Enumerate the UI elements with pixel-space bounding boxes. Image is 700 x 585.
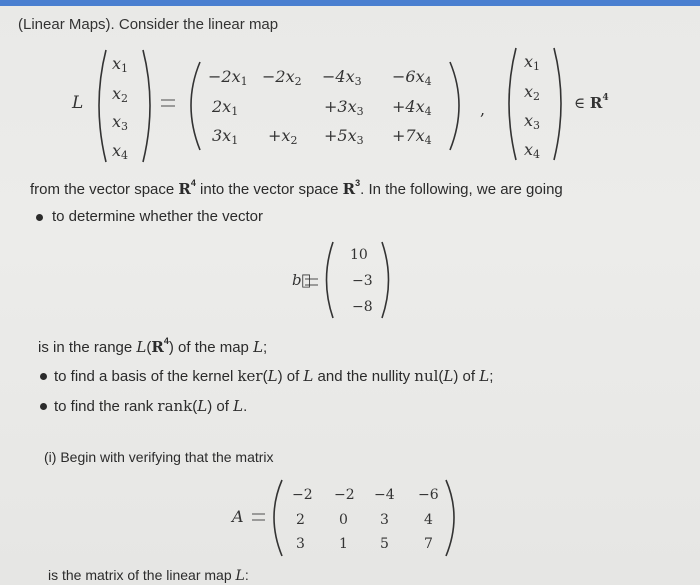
A-r2c2: 0: [339, 512, 348, 528]
input-x4: $x_4$: [112, 141, 129, 162]
out-r3c1: $3x_1$: [212, 126, 239, 147]
out-r3c2: $+x_2$: [268, 126, 298, 147]
A-r3c4: 7: [424, 536, 433, 552]
closing-text: is the matrix of the linear map L:: [48, 567, 249, 584]
bullet-3: to find the rank rank(L) of L.: [54, 397, 248, 415]
part-i-text: (i) Begin with verifying that the matrix: [44, 449, 274, 465]
out-r2c1: $2x_1$: [212, 97, 239, 118]
range-text: is in the range $L(R^4)$ of the map L;: [38, 336, 268, 356]
paren-left-domain: [509, 48, 516, 160]
A-r1c2: −2: [334, 487, 355, 503]
domain-x3: $x_3$: [524, 111, 541, 132]
intro-text: (Linear Maps). Consider the linear map: [18, 16, 279, 33]
bullet-dot: [40, 403, 47, 410]
A-r1c1: −2: [292, 487, 313, 503]
bullet-dot: [40, 373, 47, 380]
membership: ∈ $R^4$: [574, 93, 609, 112]
vector-b-label: b⃗: [292, 271, 311, 289]
paren-left-A: [274, 480, 282, 556]
paren-left-output: [191, 62, 200, 150]
matrix-A-label: A: [232, 507, 244, 526]
out-r1c4: $-6x_4$: [392, 67, 432, 88]
bullet-dot: [36, 214, 43, 221]
A-r2c4: 4: [424, 512, 433, 528]
out-r3c4: $+7x_4$: [392, 126, 432, 147]
b-entry-2: −3: [352, 273, 373, 289]
sentence-vector-spaces: from the vector space $R^4$ into the vector space $R^3$. In the following, we are going: [30, 178, 563, 198]
A-r1c4: −6: [418, 487, 439, 503]
bullet-1: to determine whether the vector: [52, 208, 263, 225]
out-r2c4: $+4x_4$: [392, 97, 432, 118]
out-r2c3: $+3x_3$: [324, 97, 364, 118]
input-x1: $x_1$: [112, 54, 129, 75]
A-r3c2: 1: [339, 536, 348, 552]
paren-right-A: [446, 480, 454, 556]
out-r1c2: $-2x_2$: [262, 67, 302, 88]
paren-right-output: [450, 62, 459, 150]
paren-left-b: [327, 242, 334, 318]
comma: ,: [480, 100, 486, 119]
paren-left-input: [99, 50, 106, 162]
b-entry-1: 10: [350, 247, 368, 263]
out-r1c3: $-4x_3$: [322, 67, 362, 88]
paren-right-domain: [554, 48, 561, 160]
map-name: L: [72, 93, 84, 113]
A-r3c3: 5: [380, 536, 389, 552]
bullet-2: to find a basis of the kernel ker(L) of L and the nullity nul(L) of L;: [54, 367, 494, 385]
input-x2: $x_2$: [112, 84, 129, 105]
paren-right-b: [382, 242, 389, 318]
A-r2c3: 3: [380, 512, 389, 528]
out-r1c1: $-2x_1$: [208, 67, 248, 88]
domain-x1: $x_1$: [524, 52, 541, 73]
paren-right-input: [143, 50, 150, 162]
A-r2c1: 2: [296, 512, 305, 528]
input-x3: $x_3$: [112, 112, 129, 133]
out-r3c3: $+5x_3$: [324, 126, 364, 147]
A-r1c3: −4: [374, 487, 395, 503]
domain-x2: $x_2$: [524, 82, 541, 103]
b-entry-3: −8: [352, 299, 373, 315]
domain-x4: $x_4$: [524, 140, 541, 161]
A-r3c1: 3: [296, 536, 305, 552]
